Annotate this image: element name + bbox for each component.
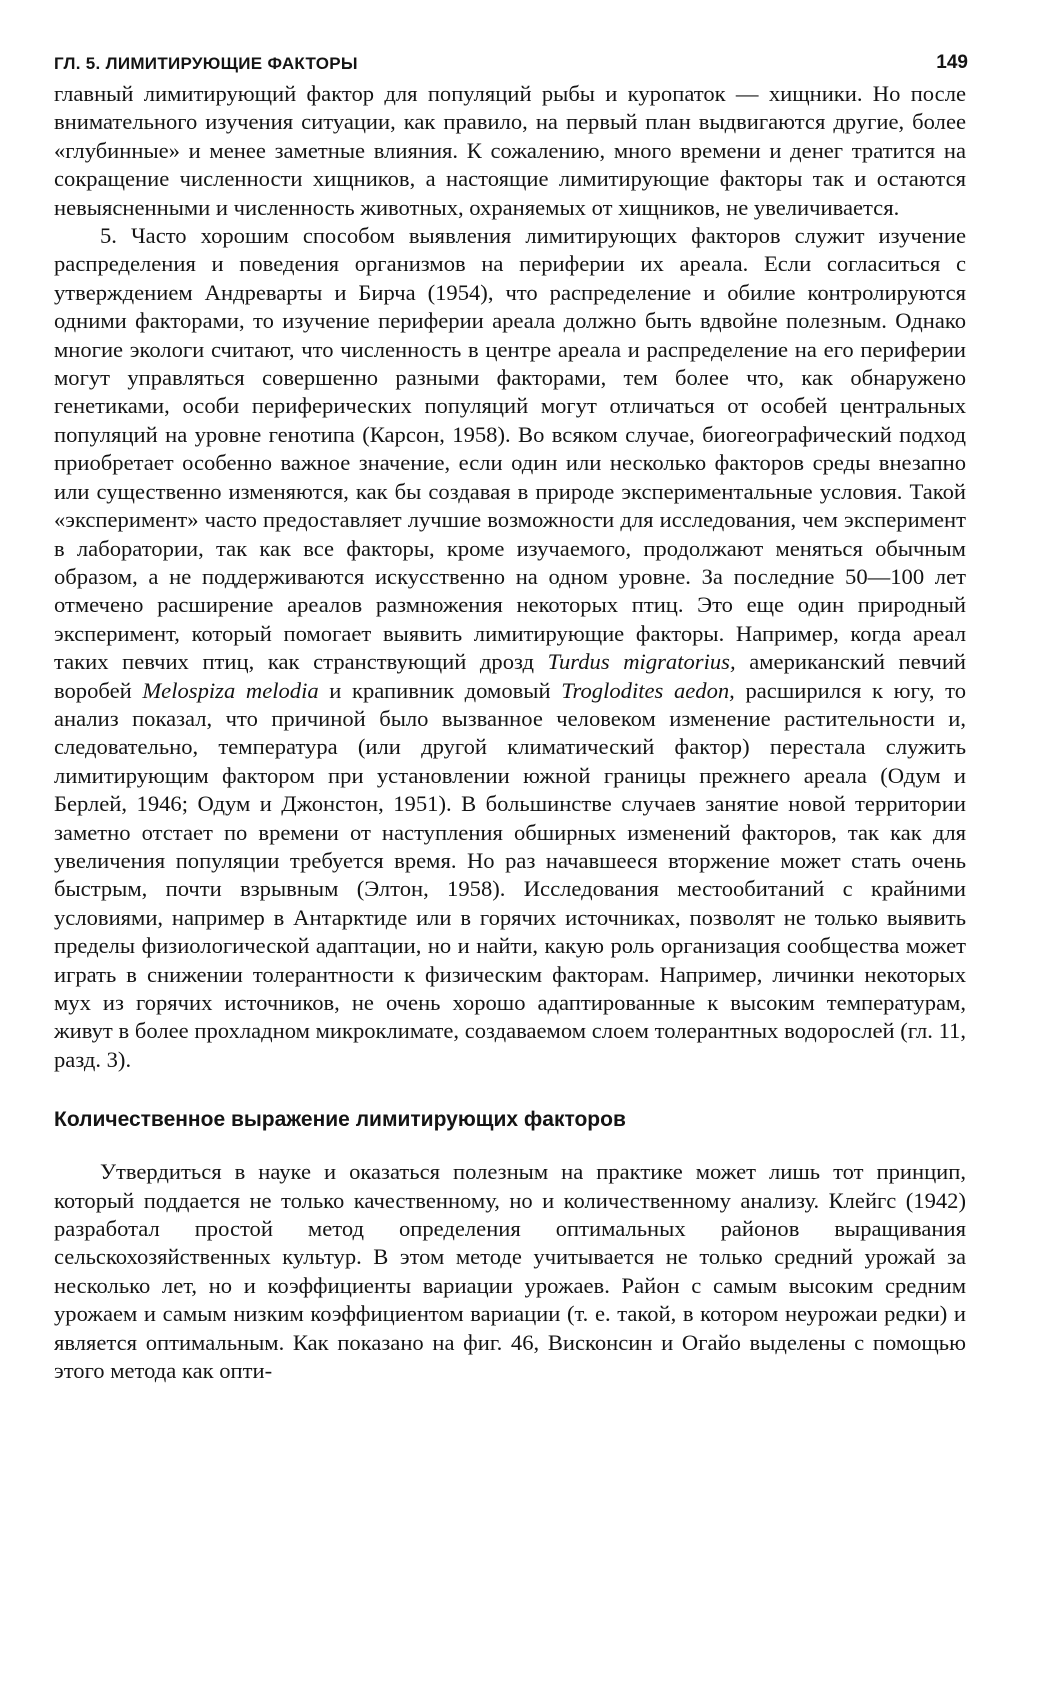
paragraph-text: американский певчий воробей [54,649,967,703]
species-name: Troglodites aedon, [561,677,735,703]
paragraph-quantitative: Утвердиться в науке и оказаться полезным на практике может лишь тот принцип, который поддается не только качественному, но и количественному анализу. Клейгс (1942) разработал простой метод определения оптимальных районов выращивания сельскохозяйственных культур. В этом методе учитывается не только средний урожай за несколько лет, но и коэффициенты вариации урожаев. Район с самым высоким средним урожаем и самым низким коэффициентом вариации (т. е. такой, в котором неурожаи редки) и является оптимальным. Как показано на фиг. 46, Висконсин и Огайо выделены с помощью этого метода как опти- [54,1159,966,1384]
paragraph-text: и крапивник домовый [318,677,562,703]
page-header [54,44,966,80]
running-head: ГЛ. 5. ЛИМИТИРУЮЩИЕ ФАКТОРЫ [54,54,358,73]
species-name: Turdus migratorius, [547,649,736,675]
species-name: Melospiza melodia [142,677,319,703]
paragraph-text: 5. Часто хорошим способом выявления лимитирующих факторов служит изучение распределения и поведения организмов на периферии их ареала. Если согласиться с утверждением Андреварты и Бирча (1954), что распределение и обилие контролируются одними факторами, то изучение периферии ареала должно быть вдвойне полезным. Однако многие экологи считают, что численность в центре ареала и распределение на его периферии могут управляться совершенно разными факторами, тем более что, как обнаружено генетиками, особи периферических популяций могут отличаться от особей центральных популяций на уровне генотипа (Карсон, 1958). Во всяком случае, биогеографический подход приобретает особенно важное значение, если один или несколько факторов среды внезапно или существенно изменяются, как бы создавая в природе экспериментальные условия. Такой «эксперимент» часто предоставляет лучшие возможности для исследования, чем эксперимент в лаборатории, так как все факторы, кроме изучаемого, продолжают меняться обычным образом, а не поддерживаются искусственно на одном уровне. За последние 50—100 лет отмечено расширение ареалов размножения некоторых птиц. Это еще один природный эксперимент, который помогает выявить лимитирующие факторы. Например, когда ареал таких певчих птиц, как странствующий дрозд [54,223,966,675]
page-body [54,80,966,1385]
paragraph-item-5 [54,222,966,1074]
page-number: 149 [936,52,968,73]
section-heading: Количественное выражение лимитирующих факторов [54,1108,626,1132]
paragraph-continued: главный лимитирующий фактор для популяций рыбы и куропаток — хищники. Но после внимательного изучения ситуации, как правило, на первый план выдвигаются другие, более «глубинные» и менее заметные влияния. К сожалению, много времени и денег тратится на сокращение численности хищников, а настоящие лимитирующие факторы так и остаются невыясненными и численность животных, охраняемых от хищников, не увеличивается. [54,81,966,220]
paragraph-text: расширился к югу, то анализ показал, что причиной было вызванное человеком изменение растительности и, следовательно, температура (или другой климатический фактор) перестала служить лимитирующим фактором при установлении южной границы прежнего ареала (Одум и Берлей, 1946; Одум и Джонстон, 1951). В большинстве случаев занятие новой территории заметно отстает по времени от наступления обширных изменений факторов, так как для увеличения популяции требуется время. Но раз начавшееся вторжение может стать очень быстрым, почти взрывным (Элтон, 1958). Исследования местообитаний с крайними условиями, например в Антарктиде или в горячих источниках, позволят не только выявить пределы физиологической адаптации, но и найти, какую роль организация сообщества может играть в снижении толерантности к физическим факторам. Например, личинки некоторых мух из горячих источников, не очень хорошо адаптированные к высоким температурам, живут в более прохладном микроклимате, создаваемом слоем толерантных водорослей (гл. 11, разд. 3). [54,677,966,1072]
